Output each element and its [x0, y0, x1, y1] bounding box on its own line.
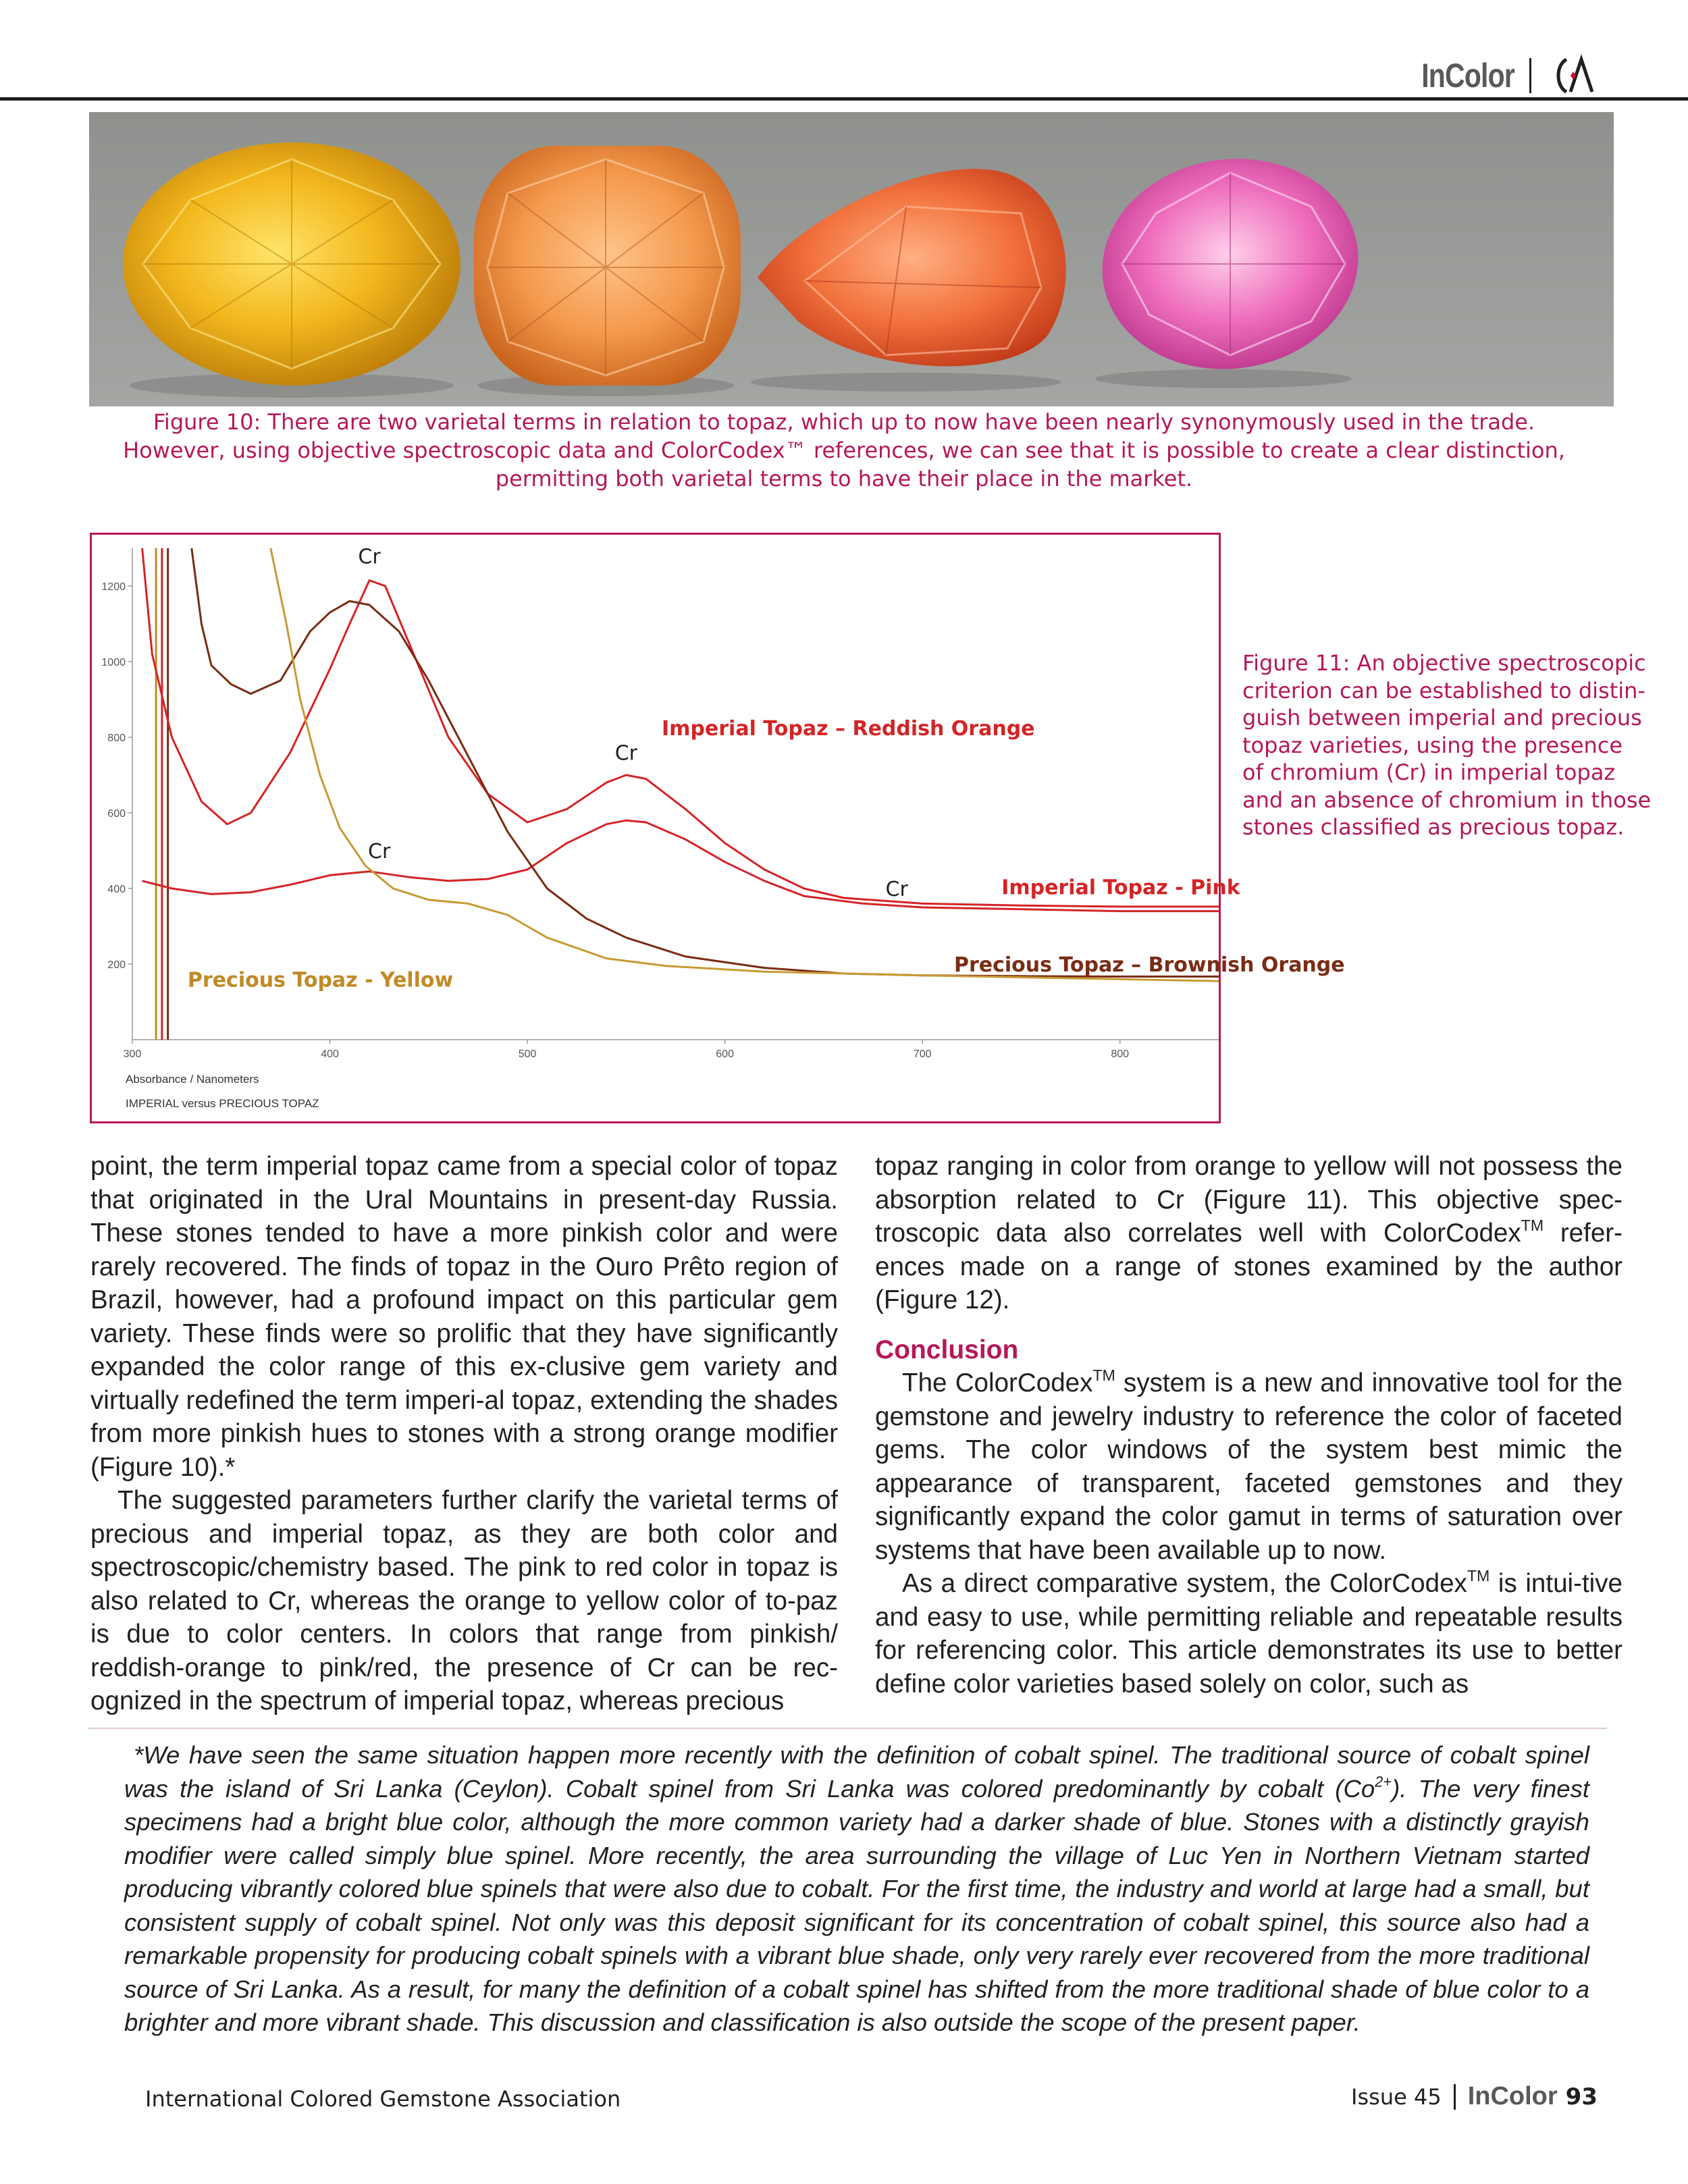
icga-logo-icon	[1546, 55, 1593, 96]
trademark: TM	[1092, 1366, 1115, 1384]
body-paragraph: point, the term imperial topaz came from a special color of topaz that originated in the Ural Mountains in present-day Russia. These stones tended to have a more pinkish color and were rarely recovered. The finds of topaz in the Ouro Prêto region of Brazil, however, had a profound impact on this particular gem variety. These finds were so prolific that they have significantly expanded the color range of this ex-clusive gem variety and virtually redefined the term imperi-al topaz, extending the shades from more pinkish hues to stones with a strong orange modifier (Figure 10).*	[90, 1152, 838, 1482]
x-tick-label: 700	[913, 1048, 932, 1060]
trademark: TM	[1521, 1216, 1544, 1234]
x-tick-label: 400	[321, 1048, 339, 1060]
body-paragraph: The suggested parameters further clarify the varietal terms of precious and imperial topaz, as they are both color and spectroscopic/chemistry based. The pink to red color in topaz is also related to Cr, whereas the orange to yellow color of to-paz is due to color centers. In colors that range from pinkish/ reddish-orange to pink/red, the presence of Cr can be rec-ognized in the spectrum of imperial topaz, whereas precious	[90, 1486, 838, 1715]
caption-line: of chromium (Cr) in imperial topaz	[1242, 760, 1616, 785]
footnote	[124, 1738, 1589, 2040]
text-run: The ColorCodex	[902, 1368, 1093, 1397]
series-line	[271, 548, 1219, 981]
text-run: ). The very finest specimens had a bright blue color, although the more common variety had a darker shade of blue. Stones with a distinctly grayish modifier were called simply blue spinel. More recently, the area surrounding the village of Luc Yen in Northern Vietnam started producing vibrantly colored blue spinels that were also due to cobalt. For the first time, the industry and world at large had a small, but consistent supply of cobalt spinel. Not only was this deposit significant for its concentration of cobalt spinel, this source also had a remarkable propensity for producing cobalt spinels with a vibrant blue shade, only very rarely ever recovered from the more traditional source of Sri Lanka. As a result, for many the definition of a cobalt spinel has shifted from the more traditional shade of blue color to a brighter and more vibrant shade. This discussion and classification is also outside the scope of the present paper.	[124, 1774, 1589, 2036]
spectrum-chart	[92, 535, 1345, 1121]
footer-separator	[1454, 2084, 1456, 2110]
footer-issue: Issue 45	[1351, 2083, 1442, 2110]
x-tick-label: 300	[123, 1048, 142, 1060]
caption-line: and an absence of chromium in those	[1242, 787, 1652, 813]
spacer	[875, 1317, 1623, 1333]
text-run: *We have seen the same situation happen more recently with the definition of cobalt spinel. The traditional source of cobalt spinel was the island of Sri Lanka (Ceylon). Cobalt spinel from Sri Lanka was colored predominantly by cobalt (Co	[124, 1741, 1589, 1803]
cr-annotation: Cr	[885, 878, 908, 902]
header-rule	[0, 97, 1688, 101]
cr-annotation: Cr	[358, 545, 381, 569]
yellow-topaz-gem	[123, 142, 460, 385]
series-label: Imperial Topaz - Pink	[1001, 876, 1240, 900]
body-paragraph	[875, 1150, 1623, 1317]
footer-brand: InColor	[1467, 2082, 1558, 2110]
series-label: Precious Topaz - Yellow	[187, 968, 454, 992]
y-tick-label: 400	[107, 884, 126, 895]
y-tick-label: 600	[107, 808, 126, 820]
trademark: TM	[1467, 1566, 1490, 1584]
caption-line: guish between imperial and precious	[1242, 705, 1642, 730]
caption-line: permitting both varietal terms to have their place in the market.	[495, 466, 1193, 491]
spectrum-chart-frame	[90, 533, 1345, 1123]
x-tick-label: 600	[716, 1048, 734, 1060]
text-run: topaz ranging in color from orange to yellow will not possess the absorption related to Cr (Figure 11). This objective spec-troscopic data also correlates well with ColorCodex	[875, 1152, 1623, 1248]
figure-11-caption	[1242, 649, 1661, 841]
caption-line: criterion can be established to distin-	[1242, 677, 1645, 703]
series-line	[192, 548, 1219, 977]
brand-logo-text: InColor	[1421, 57, 1514, 95]
text-run: is intui-tive and easy to use, while permitting reliable and repeatable results for referencing color. This article demonstrates its use to better define color varieties based solely on color, such as	[875, 1569, 1623, 1699]
footnote-rule	[88, 1728, 1607, 1729]
series-label: Imperial Topaz – Reddish Orange	[662, 717, 1035, 741]
text-run: system is a new and innovative tool for the gemstone and jewelry industry to reference the color of faceted gems. The color windows of the system best mimic the appearance of transparent, faceted gemstones and they significantly expand the color gamut in terms of saturation over systems that have been available up to now.	[875, 1368, 1623, 1565]
page-number: 93	[1565, 2083, 1598, 2110]
body-paragraph	[875, 1567, 1623, 1701]
text-run: As a direct comparative system, the ColorCodex	[902, 1569, 1467, 1598]
y-tick-label: 800	[107, 733, 126, 744]
y-tick-label: 1200	[101, 581, 126, 593]
y-tick-label: 200	[107, 959, 126, 971]
x-axis-label: Absorbance / Nanometers	[126, 1073, 259, 1086]
body-paragraph	[875, 1366, 1623, 1567]
caption-line: stones classified as precious topaz.	[1242, 814, 1625, 840]
caption-line: Figure 10: There are two varietal terms in relation to topaz, which up to now have been nearly synonymously used in the trade.	[153, 409, 1535, 435]
footer-association: International Colored Gemstone Association	[145, 2086, 621, 2112]
right-column	[875, 1150, 1623, 1701]
gem-photo	[89, 112, 1614, 406]
cr-annotation: Cr	[368, 840, 391, 864]
orange-topaz-gem	[474, 146, 741, 385]
header-brand	[1401, 55, 1593, 96]
superscript: 2+	[1375, 1773, 1392, 1790]
x-tick-label: 800	[1111, 1048, 1130, 1060]
left-column	[90, 1150, 838, 1718]
cr-annotation: Cr	[614, 741, 638, 766]
caption-line: Figure 11: An objective spectroscopic	[1242, 650, 1646, 676]
brand-separator	[1529, 58, 1531, 93]
conclusion-heading: Conclusion	[875, 1335, 1019, 1364]
x-tick-label: 500	[518, 1048, 537, 1060]
caption-line: However, using objective spectroscopic data and ColorCodex™ references, we can see that it is possible to create a clear distinction,	[123, 437, 1565, 463]
chart-title: IMPERIAL versus PRECIOUS TOPAZ	[126, 1097, 319, 1110]
footer-page-info	[1351, 2082, 1598, 2111]
y-tick-label: 1000	[101, 657, 126, 668]
series-label: Precious Topaz – Brownish Orange	[953, 953, 1345, 978]
caption-line: topaz varieties, using the presence	[1242, 732, 1623, 758]
figure-10-caption	[108, 408, 1580, 493]
text-run: refer-ences made on a range of stones examined by the author (Figure 12).	[875, 1219, 1623, 1314]
